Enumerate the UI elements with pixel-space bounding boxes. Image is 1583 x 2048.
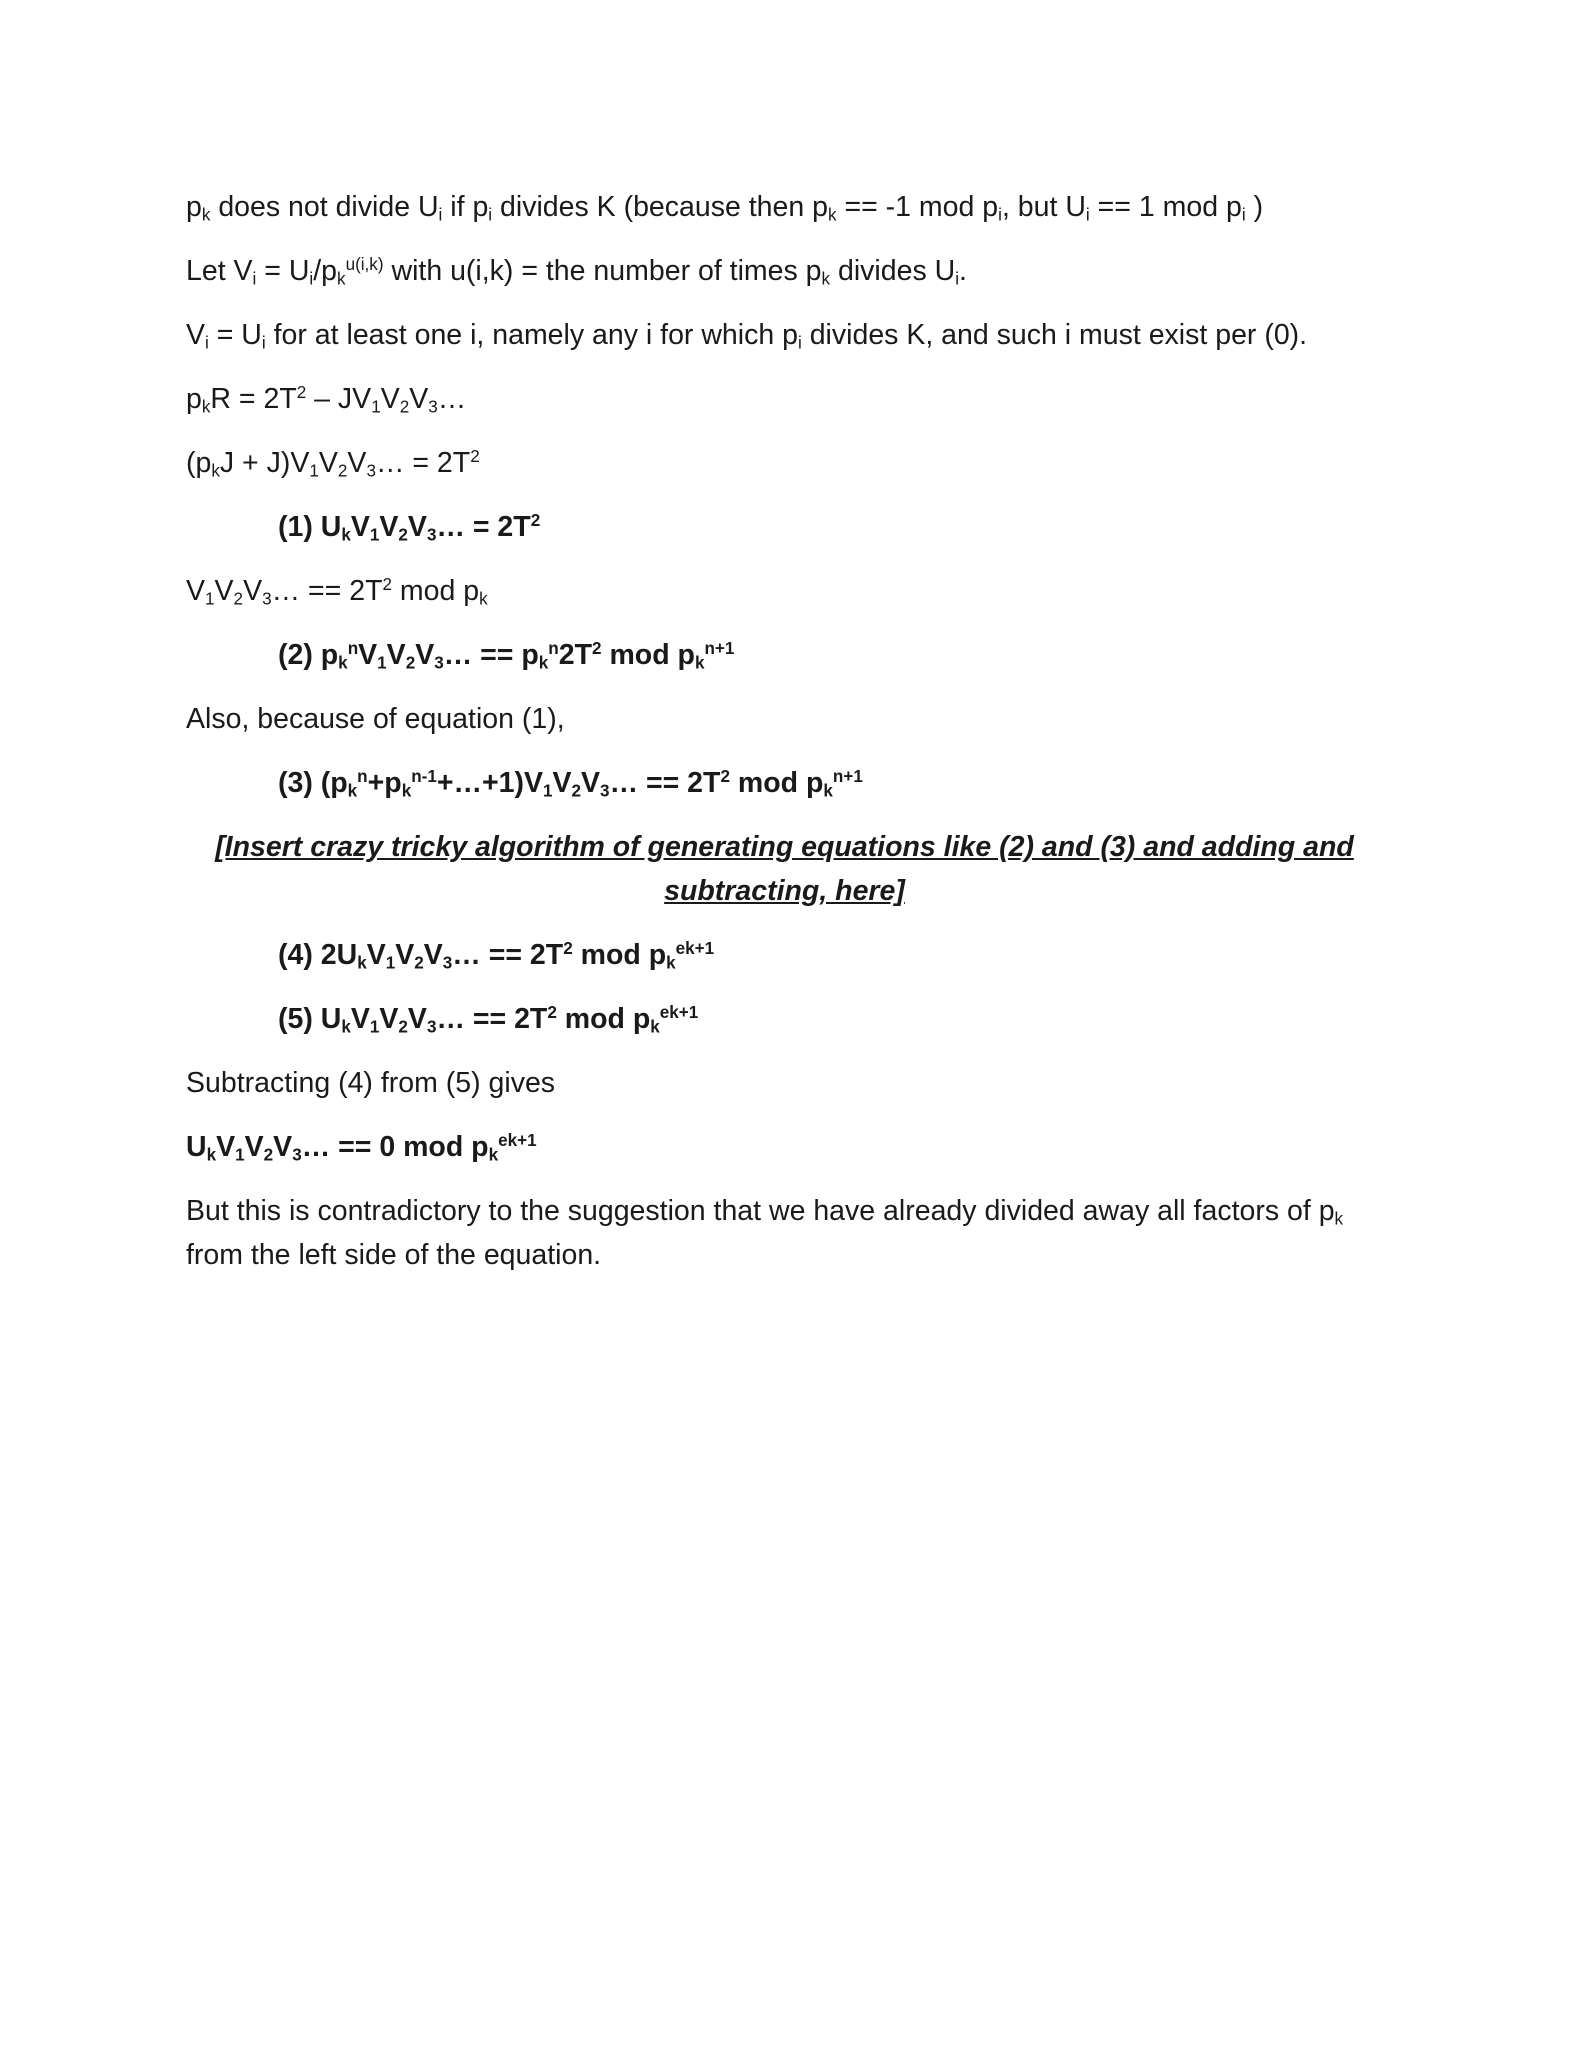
text-run: (1) U	[278, 511, 342, 543]
subscript: k	[341, 1017, 351, 1037]
superscript: 2	[720, 766, 730, 786]
text-run: V	[216, 1131, 236, 1163]
subscript: k	[666, 953, 676, 973]
text-run: … == p	[443, 639, 539, 671]
text-run: … == 2T	[452, 939, 564, 971]
text-run: with u(i,k) = the number of times p	[383, 255, 822, 287]
text-run: from the left side of the equation.	[186, 1239, 602, 1271]
equation-1	[278, 505, 1403, 549]
text-run: V	[350, 1003, 370, 1035]
text-run: V	[318, 447, 338, 479]
subscript: 3	[600, 781, 610, 801]
paragraph-conclusion	[186, 1189, 1403, 1277]
superscript: ek+1	[659, 1002, 699, 1022]
text-run: 2T	[558, 639, 593, 671]
subscript: k	[338, 653, 348, 673]
text-run: V	[273, 1131, 293, 1163]
superscript: 2	[296, 382, 307, 402]
paragraph-define-vi	[186, 249, 1403, 293]
text-run: == -1 mod p	[836, 191, 999, 223]
text-run: = U	[208, 319, 262, 351]
text-run: V	[243, 575, 263, 607]
superscript: ek+1	[675, 938, 715, 958]
text-run: V	[409, 383, 429, 415]
text-run: V	[423, 939, 443, 971]
text-run: V	[186, 575, 206, 607]
text-run: divides U	[830, 255, 956, 287]
text-run: = U	[256, 255, 310, 287]
text-run: V	[581, 767, 601, 799]
result-equation	[186, 1125, 1403, 1169]
subscript: k	[401, 781, 412, 801]
subscript: i	[1241, 205, 1246, 225]
text-run: Subtracting (4) from (5) gives	[186, 1067, 556, 1099]
text-run: J + J)V	[219, 447, 310, 479]
subscript: 3	[292, 1145, 302, 1165]
text-run: – JV	[306, 383, 372, 415]
text-run: Let V	[186, 255, 253, 287]
text-run: V	[366, 939, 386, 971]
subscript: i	[205, 333, 209, 353]
text-run: V	[347, 447, 367, 479]
subscript: k	[650, 1017, 660, 1037]
subscript: 1	[377, 653, 387, 673]
subscript: 1	[369, 525, 380, 545]
subscript: k	[347, 781, 358, 801]
subscript: k	[828, 205, 837, 225]
text-run: V	[358, 639, 378, 671]
subscript: k	[488, 1145, 499, 1165]
subscript: 3	[262, 589, 272, 609]
superscript: n	[357, 766, 368, 786]
text-run: V	[214, 575, 234, 607]
text-run: (p	[186, 447, 212, 479]
text-run: , but U	[1001, 191, 1086, 223]
text-run: divides K (because then p	[492, 191, 828, 223]
superscript: n+1	[704, 638, 735, 658]
subscript: 2	[337, 461, 348, 481]
text-run: mod p	[729, 767, 824, 799]
text-run: (2) p	[278, 639, 339, 671]
subscript: 3	[442, 953, 453, 973]
text-run: Also, because of equation (1),	[186, 703, 565, 735]
text-run: mod p	[392, 575, 480, 607]
subscript: 3	[366, 461, 376, 481]
text-run: V	[244, 1131, 264, 1163]
equation-5	[278, 997, 1403, 1041]
text-run: )	[1245, 191, 1264, 223]
paragraph-pkj-equation	[186, 441, 1403, 485]
subscript: i	[998, 205, 1002, 225]
subscript: 2	[414, 953, 424, 973]
text-run: divides K, and such i must exist per (0).	[801, 319, 1308, 351]
text-run: mod p	[601, 639, 695, 671]
superscript: u(i,k)	[345, 254, 384, 274]
subscript: k	[823, 781, 833, 801]
superscript: n	[347, 638, 359, 658]
text-run: does not divide U	[210, 191, 439, 223]
text-run: (3) (p	[278, 767, 348, 799]
paragraph-pkr-equation	[186, 377, 1403, 421]
subscript: k	[1334, 1209, 1344, 1229]
subscript: 2	[399, 397, 410, 417]
subscript: 3	[434, 653, 444, 673]
subscript: 2	[233, 589, 244, 609]
paragraph-also-because	[186, 697, 1403, 741]
subscript: k	[201, 205, 211, 225]
superscript: 2	[563, 938, 573, 958]
text-run: +…+1)V	[436, 767, 543, 799]
subscript: i	[797, 333, 802, 353]
superscript: 2	[592, 638, 602, 658]
subscript: k	[206, 1145, 217, 1165]
paragraph-v-congruence	[186, 569, 1403, 613]
text-run: R = 2T	[210, 383, 297, 415]
subscript: 1	[369, 1017, 380, 1037]
subscript: i	[252, 269, 257, 289]
subscript: 3	[426, 525, 437, 545]
subscript: i	[488, 205, 493, 225]
text-run: /p	[313, 255, 338, 287]
subscript: 3	[426, 1017, 437, 1037]
subscript: k	[694, 653, 705, 673]
superscript: 2	[547, 1002, 557, 1022]
subscript: k	[479, 589, 488, 609]
superscript: 2	[470, 446, 480, 466]
subscript: 2	[398, 525, 408, 545]
subscript: i	[261, 333, 266, 353]
equation-4	[278, 933, 1403, 977]
subscript: k	[201, 397, 211, 417]
text-run: V	[379, 511, 399, 543]
text-run: p	[186, 191, 202, 223]
text-run: … == 0 mod p	[301, 1131, 489, 1163]
subscript: i	[438, 205, 443, 225]
text-run: == 1 mod p	[1089, 191, 1242, 223]
text-run: V	[386, 639, 406, 671]
text-run: … == 2T	[271, 575, 383, 607]
text-run: p	[186, 383, 202, 415]
text-run: V	[395, 939, 415, 971]
text-run: U	[186, 1131, 207, 1163]
equation-2	[278, 633, 1403, 677]
superscript: ek+1	[498, 1130, 537, 1150]
subscript: k	[821, 269, 831, 289]
subscript: i	[1085, 205, 1090, 225]
text-run: (4) 2U	[278, 939, 358, 971]
text-run: But this is contradictory to the suggestion that we have already divided away all factors of p	[186, 1195, 1335, 1227]
subscript: 1	[371, 397, 381, 417]
superscript: 2	[382, 574, 392, 594]
text-run: for at least one i, namely any i for which p	[265, 319, 798, 351]
text-run: …	[437, 383, 467, 415]
paragraph-pk-not-divide	[186, 185, 1403, 229]
text-run: … = 2T	[375, 447, 471, 479]
text-run: V	[350, 511, 370, 543]
subscript: k	[211, 461, 220, 481]
text-run: V	[415, 639, 435, 671]
text-run: if p	[442, 191, 489, 223]
subscript: k	[337, 269, 346, 289]
equation-3	[278, 761, 1403, 805]
subscript: 2	[263, 1145, 274, 1165]
paragraph-vi-equals-ui	[186, 313, 1403, 357]
subscript: i	[955, 269, 960, 289]
text-run: … == 2T	[609, 767, 721, 799]
insert-algorithm-note: [Insert crazy tricky algorithm of generating equations like (2) and (3) and adding and subtracting, here]	[215, 831, 1354, 907]
subscript: k	[538, 653, 549, 673]
text-run: … = 2T	[436, 511, 531, 543]
subscript: 2	[571, 781, 582, 801]
text-run: V	[552, 767, 572, 799]
subscript: 1	[385, 953, 396, 973]
text-run: V	[380, 383, 400, 415]
subscript: 1	[235, 1145, 245, 1165]
superscript: n-1	[411, 766, 437, 786]
text-run: V	[407, 1003, 427, 1035]
text-run: mod p	[572, 939, 667, 971]
subscript: 3	[428, 397, 438, 417]
subscript: k	[341, 525, 351, 545]
text-run: mod p	[556, 1003, 651, 1035]
text-run: … == 2T	[436, 1003, 548, 1035]
subscript: i	[309, 269, 314, 289]
superscript: 2	[530, 510, 541, 530]
text-run: V	[407, 511, 427, 543]
text-run: V	[186, 319, 206, 351]
subscript: 1	[542, 781, 553, 801]
text-run: V	[379, 1003, 399, 1035]
subscript: 2	[405, 653, 416, 673]
subscript: 1	[205, 589, 215, 609]
subscript: 2	[398, 1017, 408, 1037]
text-run: +p	[367, 767, 402, 799]
paragraph-subtracting	[186, 1061, 1403, 1105]
text-run: .	[959, 255, 967, 287]
subscript: k	[357, 953, 367, 973]
subscript: 1	[309, 461, 319, 481]
superscript: n	[548, 638, 559, 658]
text-run: (5) U	[278, 1003, 342, 1035]
superscript: n+1	[832, 766, 863, 786]
